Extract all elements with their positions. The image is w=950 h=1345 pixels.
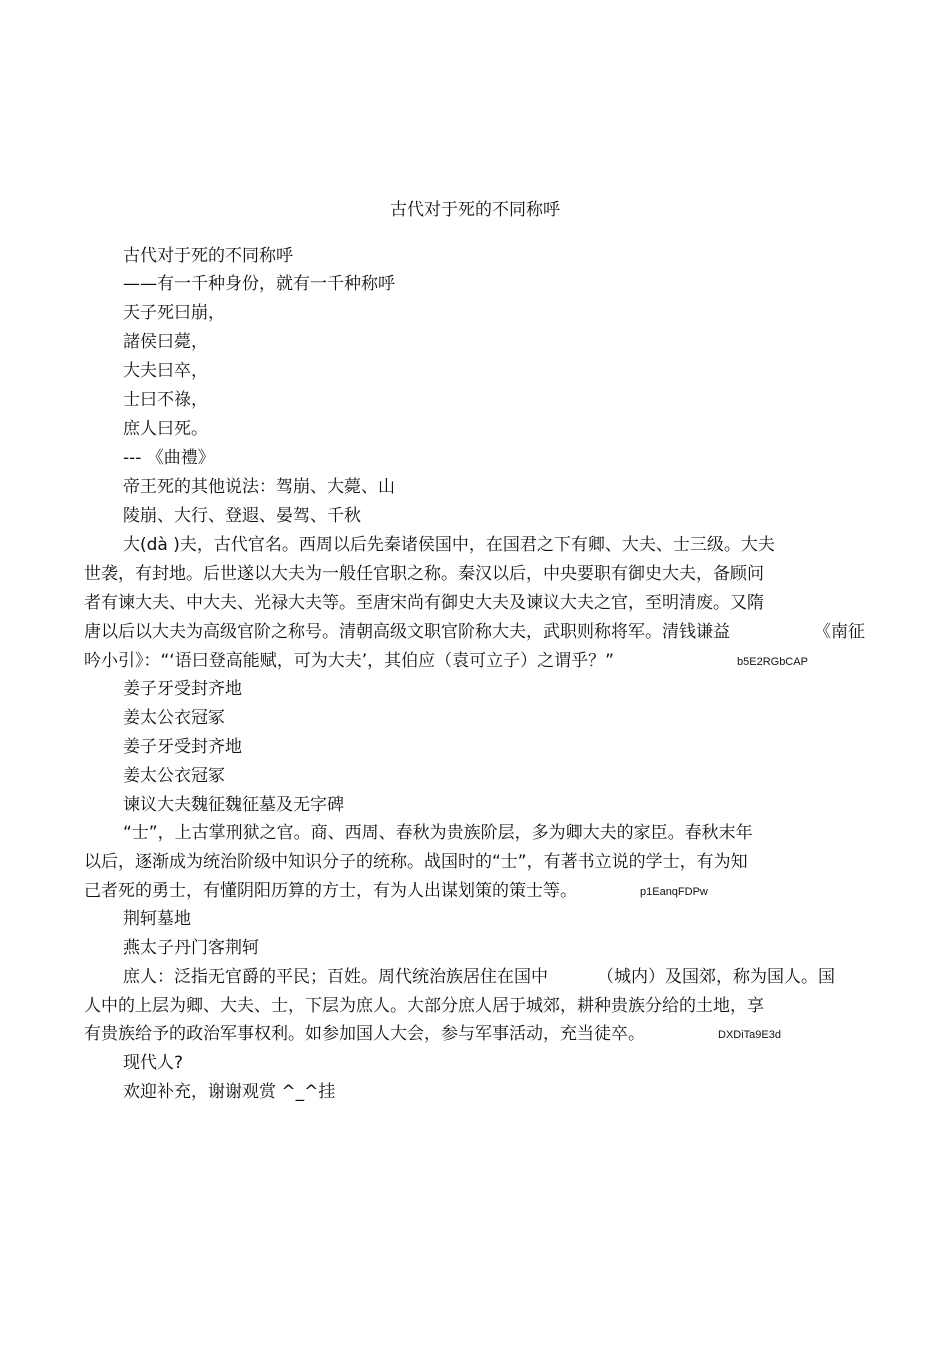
shuren-paragraph-line: 人中的上层为卿、大夫、士，下层为庶人。大部分庶人居于城郊，耕种贵族分给的土地，享 <box>84 996 764 1016</box>
image-caption: 荆轲墓地 <box>123 909 191 929</box>
image-caption: 姜太公衣冠冢 <box>123 708 225 728</box>
quote-line: 士曰不祿， <box>123 390 208 410</box>
doc-code: p1EanqFDPw <box>640 886 708 898</box>
doc-code: b5E2RGbCAP <box>737 656 808 668</box>
doc-code: DXDiTa9E3d <box>718 1029 781 1041</box>
shuren-paragraph-line: 庶人：泛指无官爵的平民；百姓。周代统治族居住在国中 <box>123 967 548 987</box>
closing-line: 欢迎补充，谢谢观赏 ^_^挂 <box>123 1082 336 1102</box>
emperor-terms-line: 陵崩、大行、登遐、晏驾、千秋 <box>123 506 361 526</box>
shi-paragraph-line: 己者死的勇士，有懂阴阳历算的方士，有为人出谋划策的策士等。 <box>84 881 577 901</box>
dafu-paragraph-line: 《南征 <box>814 622 865 642</box>
dafu-paragraph-line: 大(dà )夫，古代官名。西周以后先秦诸侯国中，在国君之下有卿、大夫、士三级。大夫 <box>123 535 775 555</box>
image-caption: 姜子牙受封齐地 <box>123 679 242 699</box>
image-caption: 姜太公衣冠冢 <box>123 766 225 786</box>
dafu-paragraph-line: 唐以后以大夫为高级官阶之称号。清朝高级文职官阶称大夫，武职则称将军。清钱谦益 <box>84 622 730 642</box>
image-caption: 燕太子丹门客荆轲 <box>123 938 259 958</box>
document-title: 古代对于死的不同称呼 <box>390 200 560 220</box>
shi-paragraph-line: 以后，逐渐成为统治阶级中知识分子的统称。战国时的“士”，有著书立说的学士，有为知 <box>84 852 748 872</box>
section-heading: 古代对于死的不同称呼 <box>123 246 293 266</box>
quote-line: 庶人曰死。 <box>123 419 208 439</box>
emperor-terms-line: 帝王死的其他说法：驾崩、大薨、山 <box>123 477 395 497</box>
shi-paragraph-line: “士”，上古掌刑狱之官。商、西周、春秋为贵族阶层，多为卿大夫的家臣。春秋末年 <box>123 823 753 843</box>
dafu-paragraph-line: 吟小引》：“‘语曰登高能赋，可为大夫’，其伯应（袁可立子）之谓乎？” <box>84 651 614 671</box>
quote-line: 諸侯曰薨， <box>123 332 208 352</box>
modern-question: 现代人? <box>123 1053 184 1073</box>
dafu-paragraph-line: 者有谏大夫、中大夫、光禄大夫等。至唐宋尚有御史大夫及谏议大夫之官，至明清废。又隋 <box>84 593 764 613</box>
image-caption: 谏议大夫魏征魏征墓及无字碑 <box>123 795 344 815</box>
quote-line: 天子死曰崩， <box>123 303 225 323</box>
quote-line: 大夫曰卒， <box>123 361 208 381</box>
image-caption: 姜子牙受封齐地 <box>123 737 242 757</box>
section-subheading: ——有一千种身份，就有一千种称呼 <box>123 274 395 294</box>
quote-source: --- 《曲禮》 <box>123 448 215 468</box>
dafu-paragraph-line: 世袭，有封地。后世遂以大夫为一般任官职之称。秦汉以后，中央要职有御史大夫，备顾问 <box>84 564 764 584</box>
shuren-paragraph-line: 有贵族给予的政治军事权利。如参加国人大会，参与军事活动，充当徒卒。 <box>84 1024 645 1044</box>
shuren-paragraph-line: （城内）及国郊，称为国人。国 <box>597 967 835 987</box>
